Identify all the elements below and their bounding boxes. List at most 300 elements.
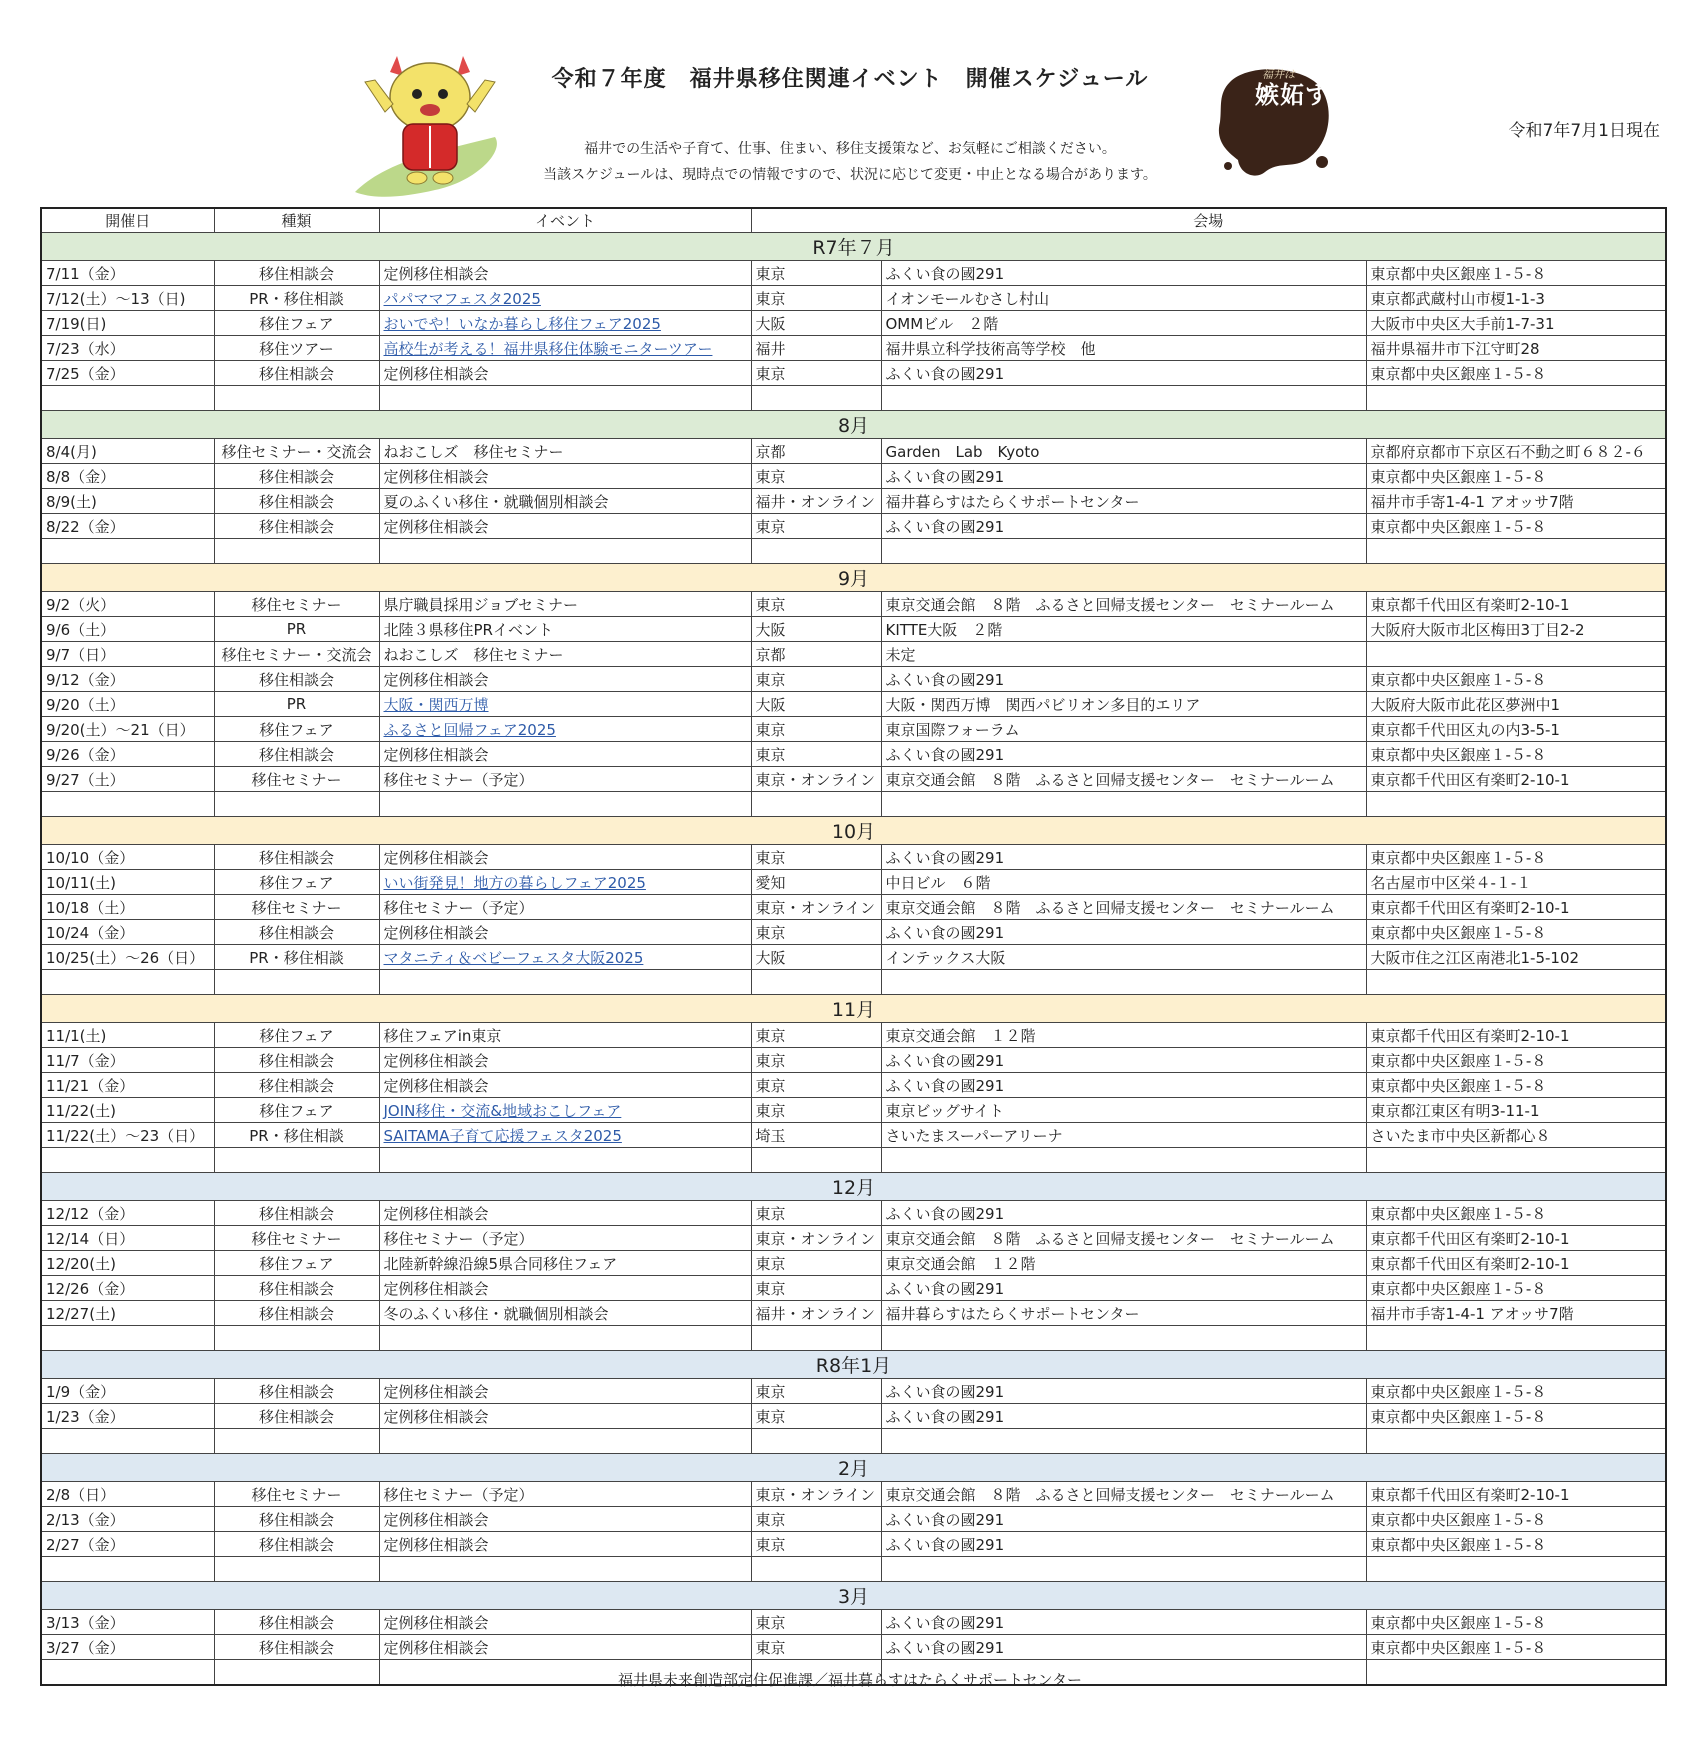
event-type: 移住相談会 [214, 920, 379, 945]
venue-place: 東京ビッグサイト [881, 1098, 1366, 1123]
venue-place: 中日ビル ６階 [881, 870, 1366, 895]
event-name: 定例移住相談会 [379, 1532, 751, 1557]
event-date: 7/19(日) [41, 311, 214, 336]
event-type: 移住相談会 [214, 489, 379, 514]
table-row [41, 1482, 1666, 1507]
blank-cell [881, 1429, 1366, 1454]
event-date: 10/10（金） [41, 845, 214, 870]
venue-place: 福井県立科学技術高等学校 他 [881, 336, 1366, 361]
event-type: 移住相談会 [214, 1635, 379, 1660]
blank-cell [881, 970, 1366, 995]
event-type: 移住フェア [214, 1023, 379, 1048]
event-date: 12/27(土) [41, 1301, 214, 1326]
venue-address: 大阪府大阪市北区梅田3丁目2-2 [1366, 617, 1666, 642]
event-name: 県庁職員採用ジョブセミナー [379, 592, 751, 617]
event-type: 移住相談会 [214, 845, 379, 870]
event-name [379, 717, 751, 742]
blank-cell [751, 539, 881, 564]
event-date: 3/27（金） [41, 1635, 214, 1660]
venue-region: 大阪 [751, 617, 881, 642]
blank-cell [1366, 1557, 1666, 1582]
event-name: 定例移住相談会 [379, 1201, 751, 1226]
table-row [41, 1379, 1666, 1404]
table-row [41, 742, 1666, 767]
event-type: PR [214, 692, 379, 717]
blank-row [41, 970, 1666, 995]
table-row [41, 261, 1666, 286]
event-type: 移住相談会 [214, 1301, 379, 1326]
event-type: 移住相談会 [214, 514, 379, 539]
event-name: 定例移住相談会 [379, 920, 751, 945]
event-date: 10/24（金） [41, 920, 214, 945]
month-label: 2月 [41, 1454, 1666, 1482]
venue-address: 東京都中央区銀座１-５-８ [1366, 1048, 1666, 1073]
as-of-date: 令和7年7月1日現在 [1508, 121, 1660, 141]
venue-address: 東京都中央区銀座１-５-８ [1366, 1276, 1666, 1301]
venue-place: ふくい食の國291 [881, 1276, 1366, 1301]
blank-cell [41, 970, 214, 995]
blank-cell [214, 386, 379, 411]
venue-address: 東京都武蔵村山市榎1-1-3 [1366, 286, 1666, 311]
event-date: 12/26（金） [41, 1276, 214, 1301]
event-type: 移住相談会 [214, 1276, 379, 1301]
venue-place: ふくい食の國291 [881, 1048, 1366, 1073]
event-date: 7/11（金） [41, 261, 214, 286]
table-row [41, 1404, 1666, 1429]
venue-address: 東京都千代田区有楽町2-10-1 [1366, 1023, 1666, 1048]
table-row [41, 439, 1666, 464]
venue-place: 福井暮らすはたらくサポートセンター [881, 1301, 1366, 1326]
table-row [41, 870, 1666, 895]
venue-region: 京都 [751, 439, 881, 464]
venue-address: 東京都中央区銀座１-５-８ [1366, 464, 1666, 489]
table-row [41, 1532, 1666, 1557]
event-name: 移住セミナー（予定） [379, 1226, 751, 1251]
event-link[interactable]: いい街発見！地方の暮らしフェア2025 [383, 873, 646, 892]
event-type: 移住相談会 [214, 1048, 379, 1073]
venue-place: 東京交通会館 ８階 ふるさと回帰支援センター セミナールーム [881, 767, 1366, 792]
venue-place: ふくい食の國291 [881, 1201, 1366, 1226]
month-label: 12月 [41, 1173, 1666, 1201]
blank-cell [41, 539, 214, 564]
venue-address: 東京都中央区銀座１-５-８ [1366, 261, 1666, 286]
event-name: 移住セミナー（予定） [379, 767, 751, 792]
blank-row [41, 1148, 1666, 1173]
venue-address: 東京都江東区有明3-11-1 [1366, 1098, 1666, 1123]
month-header-row [41, 995, 1666, 1023]
venue-address: 東京都千代田区有楽町2-10-1 [1366, 1226, 1666, 1251]
event-type: 移住相談会 [214, 1610, 379, 1635]
blank-cell [379, 1326, 751, 1351]
blank-cell [1366, 1148, 1666, 1173]
venue-place: 大阪・関西万博 関西パビリオン多目的エリア [881, 692, 1366, 717]
event-date: 9/12（金） [41, 667, 214, 692]
venue-region: 京都 [751, 642, 881, 667]
event-date: 9/2（火） [41, 592, 214, 617]
venue-address: 東京都千代田区有楽町2-10-1 [1366, 592, 1666, 617]
venue-place: 東京交通会館 ８階 ふるさと回帰支援センター セミナールーム [881, 592, 1366, 617]
blank-cell [751, 386, 881, 411]
venue-place: 未定 [881, 642, 1366, 667]
venue-place: ふくい食の國291 [881, 1379, 1366, 1404]
blank-row [41, 1326, 1666, 1351]
event-date: 1/23（金） [41, 1404, 214, 1429]
month-header-row [41, 411, 1666, 439]
table-row [41, 1251, 1666, 1276]
month-label: 11月 [41, 995, 1666, 1023]
schedule-body [41, 233, 1666, 1686]
blank-cell [751, 970, 881, 995]
event-name: 定例移住相談会 [379, 1507, 751, 1532]
venue-address: 東京都千代田区有楽町2-10-1 [1366, 767, 1666, 792]
venue-address: 東京都中央区銀座１-５-８ [1366, 1404, 1666, 1429]
event-date: 9/20（土） [41, 692, 214, 717]
venue-region: 東京 [751, 1379, 881, 1404]
table-row [41, 717, 1666, 742]
venue-place: KITTE大阪 ２階 [881, 617, 1366, 642]
event-name [379, 1098, 751, 1123]
event-type: 移住相談会 [214, 361, 379, 386]
month-label: R8年1月 [41, 1351, 1666, 1379]
event-type: 移住セミナー [214, 592, 379, 617]
event-name: 定例移住相談会 [379, 845, 751, 870]
venue-place: ふくい食の國291 [881, 1635, 1366, 1660]
footer-credit: 福井県未来創造部定住促進課／福井暮らすはたらくサポートセンター [618, 1671, 1082, 1689]
venue-address: 東京都中央区銀座１-５-８ [1366, 1201, 1666, 1226]
table-row [41, 1226, 1666, 1251]
venue-address: 東京都中央区銀座１-５-８ [1366, 1073, 1666, 1098]
venue-address: 東京都千代田区丸の内3-5-1 [1366, 717, 1666, 742]
event-name: 定例移住相談会 [379, 261, 751, 286]
event-date: 9/6（土） [41, 617, 214, 642]
schedule-table [40, 207, 1667, 1686]
venue-address: 東京都千代田区有楽町2-10-1 [1366, 1251, 1666, 1276]
venue-region: 東京 [751, 1276, 881, 1301]
event-date: 9/7（日） [41, 642, 214, 667]
event-name [379, 870, 751, 895]
venue-place: さいたまスーパーアリーナ [881, 1123, 1366, 1148]
venue-region: 東京 [751, 667, 881, 692]
event-date: 8/8（金） [41, 464, 214, 489]
blank-cell [214, 1557, 379, 1582]
event-date: 12/20(土) [41, 1251, 214, 1276]
blank-cell [379, 1557, 751, 1582]
table-row [41, 1048, 1666, 1073]
event-date: 8/4(月) [41, 439, 214, 464]
event-link[interactable]: おいでや！いなか暮らし移住フェア2025 [383, 314, 661, 333]
event-name: 定例移住相談会 [379, 1635, 751, 1660]
table-header-row [41, 208, 1666, 233]
blank-cell [379, 386, 751, 411]
table-row [41, 592, 1666, 617]
blank-cell [41, 1148, 214, 1173]
venue-place: 東京交通会館 ８階 ふるさと回帰支援センター セミナールーム [881, 895, 1366, 920]
page-title: 令和７年度 福井県移住関連イベント 開催スケジュール [551, 67, 1149, 92]
event-date: 10/11(土) [41, 870, 214, 895]
venue-region: 東京 [751, 1404, 881, 1429]
event-date: 11/22(土）～23（日） [41, 1123, 214, 1148]
subtitle-line-1: 福井での生活や子育て、仕事、住まい、移住支援策など、お気軽にご相談ください。 [584, 141, 1116, 157]
event-date: 2/27（金） [41, 1532, 214, 1557]
venue-region: 東京 [751, 261, 881, 286]
event-type: PR・移住相談 [214, 286, 379, 311]
venue-address: 大阪府大阪市此花区夢洲中1 [1366, 692, 1666, 717]
table-row [41, 1201, 1666, 1226]
event-link[interactable]: パパママフェスタ2025 [383, 289, 541, 308]
blank-cell [751, 792, 881, 817]
blank-cell [1366, 1429, 1666, 1454]
event-name [379, 945, 751, 970]
month-label: 8月 [41, 411, 1666, 439]
event-date: 10/18（土） [41, 895, 214, 920]
table-row [41, 1507, 1666, 1532]
venue-address: 福井市手寄1-4-1 アオッサ7階 [1366, 1301, 1666, 1326]
venue-address: 福井市手寄1-4-1 アオッサ7階 [1366, 489, 1666, 514]
venue-region: 愛知 [751, 870, 881, 895]
event-name [379, 311, 751, 336]
blank-row [41, 1557, 1666, 1582]
event-name: ねおこしズ 移住セミナー [379, 439, 751, 464]
event-type: PR・移住相談 [214, 945, 379, 970]
event-date: 2/8（日） [41, 1482, 214, 1507]
table-row [41, 845, 1666, 870]
table-row [41, 642, 1666, 667]
event-date: 11/21（金） [41, 1073, 214, 1098]
venue-place: ふくい食の國291 [881, 667, 1366, 692]
month-header-row [41, 233, 1666, 261]
header-date: 開催日 [41, 208, 214, 233]
blank-cell [379, 539, 751, 564]
event-date: 2/13（金） [41, 1507, 214, 1532]
venue-region: 東京 [751, 1610, 881, 1635]
blank-cell [379, 970, 751, 995]
event-link[interactable]: マタニティ＆ベビーフェスタ大阪2025 [383, 948, 644, 967]
venue-region: 東京 [751, 592, 881, 617]
table-row [41, 692, 1666, 717]
event-type: 移住フェア [214, 870, 379, 895]
event-date: 9/27（土） [41, 767, 214, 792]
table-row [41, 767, 1666, 792]
venue-place: ふくい食の國291 [881, 361, 1366, 386]
event-name: 定例移住相談会 [379, 667, 751, 692]
venue-region: 東京 [751, 361, 881, 386]
event-name: 定例移住相談会 [379, 464, 751, 489]
event-name [379, 1123, 751, 1148]
venue-region: 福井・オンライン [751, 489, 881, 514]
event-type: 移住セミナー・交流会 [214, 439, 379, 464]
subtitle [440, 136, 1260, 188]
header-type: 種類 [214, 208, 379, 233]
event-type: PR [214, 617, 379, 642]
event-type: 移住相談会 [214, 1507, 379, 1532]
venue-address: 東京都中央区銀座１-５-８ [1366, 1379, 1666, 1404]
table-row [41, 1098, 1666, 1123]
table-row [41, 1123, 1666, 1148]
event-type: 移住ツアー [214, 336, 379, 361]
venue-address: 大阪市住之江区南港北1-5-102 [1366, 945, 1666, 970]
venue-region: 東京 [751, 845, 881, 870]
blank-cell [41, 1429, 214, 1454]
venue-region: 東京 [751, 742, 881, 767]
venue-place: ふくい食の國291 [881, 1404, 1366, 1429]
table-row [41, 1073, 1666, 1098]
venue-region: 東京 [751, 920, 881, 945]
event-date: 8/9(土) [41, 489, 214, 514]
logo-tagline: 福井は [1262, 68, 1295, 81]
event-link[interactable]: 大阪・関西万博 [383, 695, 489, 714]
venue-place: ふくい食の國291 [881, 742, 1366, 767]
blank-cell [214, 792, 379, 817]
event-type: 移住相談会 [214, 667, 379, 692]
blank-cell [881, 386, 1366, 411]
venue-place: ふくい食の國291 [881, 514, 1366, 539]
event-date: 9/26（金） [41, 742, 214, 767]
event-date: 11/22(土) [41, 1098, 214, 1123]
event-name: 北陸３県移住PRイベント [379, 617, 751, 642]
venue-place: Garden Lab Kyoto [881, 439, 1366, 464]
venue-address: 東京都中央区銀座１-５-８ [1366, 845, 1666, 870]
venue-place: ふくい食の國291 [881, 464, 1366, 489]
venue-region: 東京 [751, 1251, 881, 1276]
table-row [41, 945, 1666, 970]
venue-region: 東京・オンライン [751, 1226, 881, 1251]
venue-place: ふくい食の國291 [881, 1073, 1366, 1098]
venue-address: 福井県福井市下江守町28 [1366, 336, 1666, 361]
event-name [379, 692, 751, 717]
venue-place: インテックス大阪 [881, 945, 1366, 970]
event-type: 移住相談会 [214, 1201, 379, 1226]
venue-place: 東京交通会館 ８階 ふるさと回帰支援センター セミナールーム [881, 1482, 1366, 1507]
month-header-row [41, 564, 1666, 592]
venue-address: 名古屋市中区栄４-１-１ [1366, 870, 1666, 895]
event-date: 3/13（金） [41, 1610, 214, 1635]
table-row [41, 1301, 1666, 1326]
blank-cell [214, 970, 379, 995]
venue-region: 大阪 [751, 311, 881, 336]
blank-row [41, 1429, 1666, 1454]
blank-cell [379, 1148, 751, 1173]
event-type: 移住フェア [214, 717, 379, 742]
event-type: 移住フェア [214, 1251, 379, 1276]
event-name: 定例移住相談会 [379, 1610, 751, 1635]
venue-region: 福井・オンライン [751, 1301, 881, 1326]
event-date: 7/12(土）～13（日) [41, 286, 214, 311]
event-link[interactable]: ふるさと回帰フェア2025 [383, 720, 556, 739]
table-row [41, 617, 1666, 642]
event-type: 移住フェア [214, 1098, 379, 1123]
venue-place: イオンモールむさし村山 [881, 286, 1366, 311]
venue-region: 東京 [751, 1201, 881, 1226]
event-name: 夏のふくい移住・就職個別相談会 [379, 489, 751, 514]
blank-cell [881, 792, 1366, 817]
event-name: 定例移住相談会 [379, 1404, 751, 1429]
venue-address: 東京都中央区銀座１-５-８ [1366, 1610, 1666, 1635]
subtitle-line-2: 当該スケジュールは、現時点での情報ですので、状況に応じて変更・中止となる場合があります。 [543, 167, 1157, 183]
event-link[interactable]: SAITAMA子育て応援フェスタ2025 [383, 1126, 622, 1145]
table-row [41, 286, 1666, 311]
venue-address: 京都府京都市下京区石不動之町６８２-６ [1366, 439, 1666, 464]
venue-place: ふくい食の國291 [881, 1532, 1366, 1557]
event-type: 移住セミナー [214, 1482, 379, 1507]
venue-region: 大阪 [751, 692, 881, 717]
table-row [41, 514, 1666, 539]
event-name: 冬のふくい移住・就職個別相談会 [379, 1301, 751, 1326]
event-date: 9/20(土）～21（日） [41, 717, 214, 742]
blank-cell [1366, 970, 1666, 995]
event-date: 10/25(土）～26（日） [41, 945, 214, 970]
table-row [41, 464, 1666, 489]
event-name: 定例移住相談会 [379, 361, 751, 386]
venue-address: 東京都中央区銀座１-５-８ [1366, 920, 1666, 945]
blank-row [41, 792, 1666, 817]
event-name: 移住セミナー（予定） [379, 895, 751, 920]
venue-place: 東京国際フォーラム [881, 717, 1366, 742]
venue-region: 東京 [751, 464, 881, 489]
blank-cell [214, 1326, 379, 1351]
blank-cell [751, 1326, 881, 1351]
venue-region: 福井 [751, 336, 881, 361]
blank-cell [881, 539, 1366, 564]
venue-address: 東京都中央区銀座１-５-８ [1366, 667, 1666, 692]
blank-row [41, 539, 1666, 564]
event-type: 移住セミナー [214, 767, 379, 792]
blank-cell [881, 1148, 1366, 1173]
month-label: 10月 [41, 817, 1666, 845]
venue-place: OMMビル ２階 [881, 311, 1366, 336]
table-row [41, 1610, 1666, 1635]
event-name: 定例移住相談会 [379, 1379, 751, 1404]
blank-cell [1366, 386, 1666, 411]
event-name: 定例移住相談会 [379, 1048, 751, 1073]
table-row [41, 1276, 1666, 1301]
table-row [41, 1023, 1666, 1048]
table-row [41, 920, 1666, 945]
month-header-row [41, 817, 1666, 845]
event-date: 11/7（金） [41, 1048, 214, 1073]
table-row [41, 336, 1666, 361]
blank-cell [751, 1148, 881, 1173]
blank-cell [751, 1557, 881, 1582]
table-row [41, 895, 1666, 920]
table-row [41, 311, 1666, 336]
table-row [41, 1635, 1666, 1660]
month-header-row [41, 1351, 1666, 1379]
event-type: 移住セミナー [214, 895, 379, 920]
event-link[interactable]: JOIN移住・交流&地域おこしフェア [383, 1101, 622, 1120]
event-type: 移住相談会 [214, 1532, 379, 1557]
table-row [41, 489, 1666, 514]
venue-region: 東京 [751, 514, 881, 539]
event-link[interactable]: 高校生が考える！福井県移住体験モニターツアー [383, 339, 713, 358]
venue-region: 東京 [751, 1532, 881, 1557]
event-type: 移住相談会 [214, 1379, 379, 1404]
blank-cell [41, 1557, 214, 1582]
event-type: PR・移住相談 [214, 1123, 379, 1148]
venue-place: 東京交通会館 １２階 [881, 1251, 1366, 1276]
event-name: ねおこしズ 移住セミナー [379, 642, 751, 667]
event-type: 移住セミナー [214, 1226, 379, 1251]
venue-address: 東京都千代田区有楽町2-10-1 [1366, 895, 1666, 920]
event-date: 12/12（金） [41, 1201, 214, 1226]
event-date: 7/23（水） [41, 336, 214, 361]
event-date: 12/14（日） [41, 1226, 214, 1251]
event-name: 定例移住相談会 [379, 1276, 751, 1301]
venue-region: 東京 [751, 1023, 881, 1048]
venue-region: 東京 [751, 1507, 881, 1532]
event-date: 11/1(土) [41, 1023, 214, 1048]
event-name [379, 336, 751, 361]
venue-place: ふくい食の國291 [881, 261, 1366, 286]
